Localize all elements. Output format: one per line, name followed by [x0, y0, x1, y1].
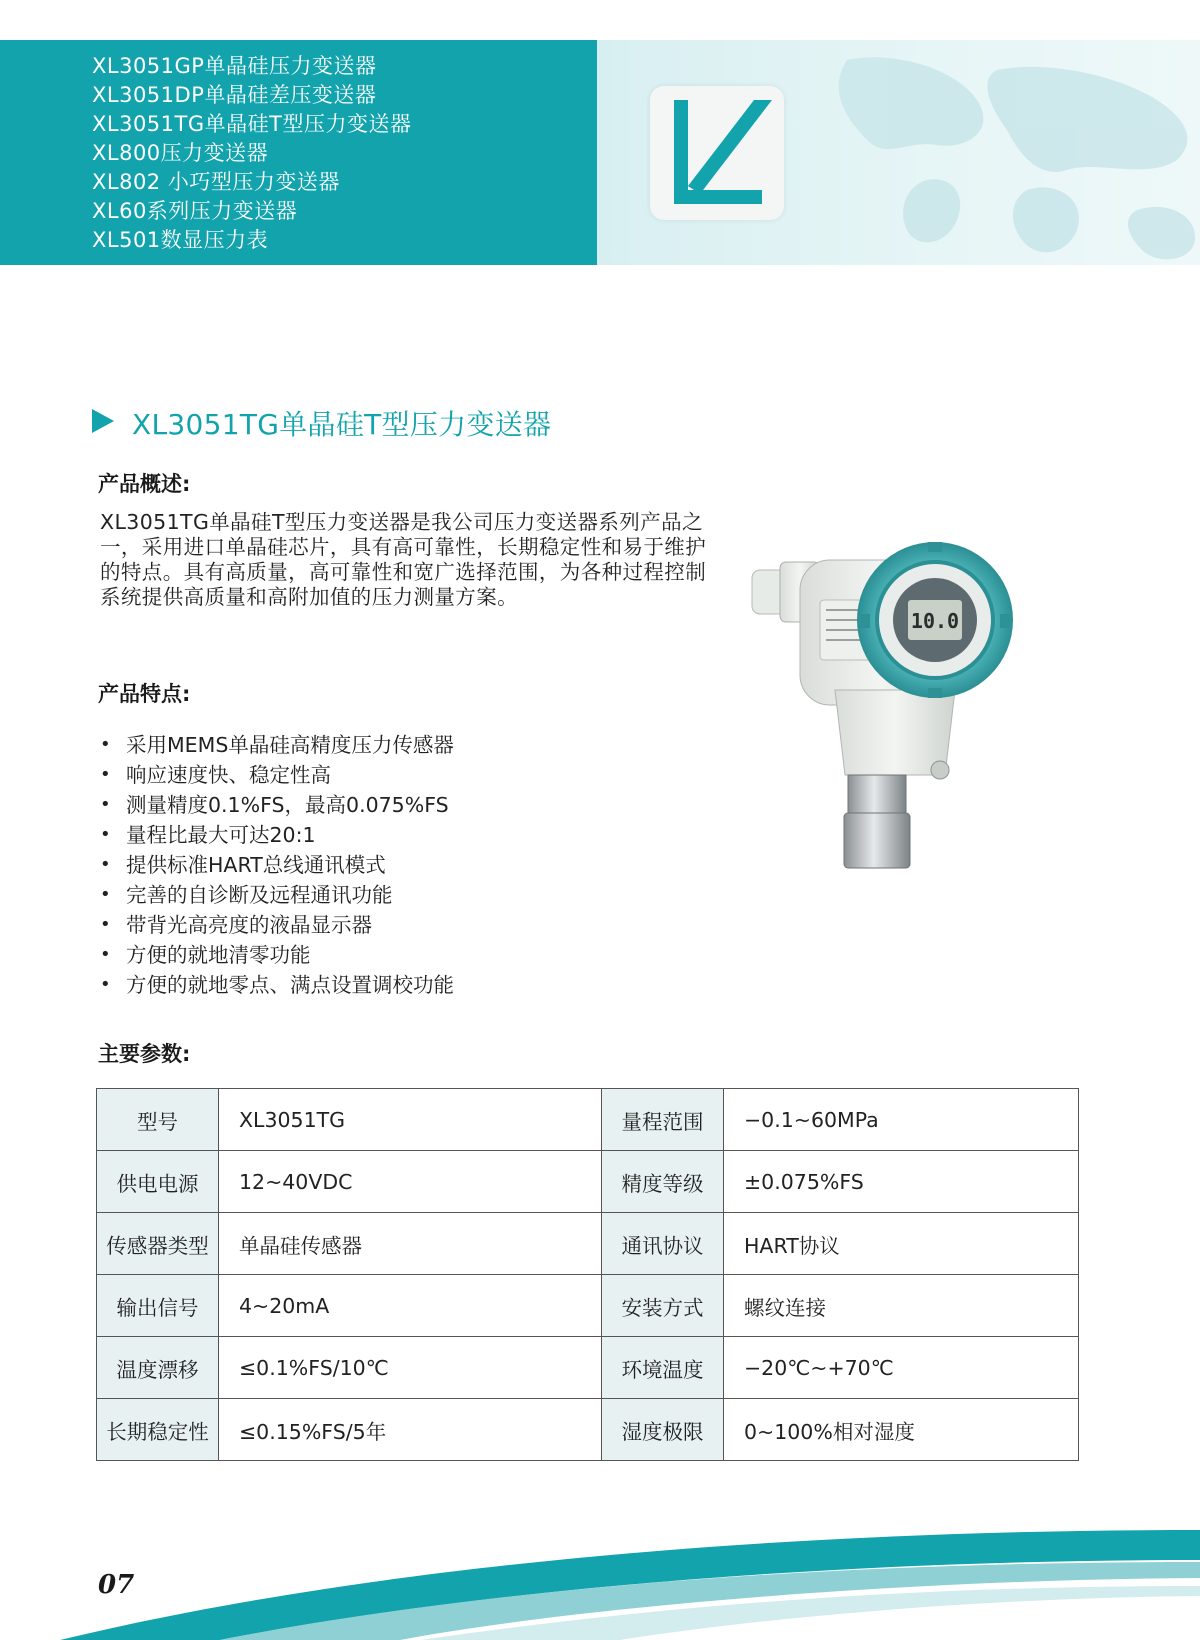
- param-value: ≤0.1%FS/10℃: [219, 1337, 602, 1399]
- param-value: 螺纹连接: [724, 1275, 1079, 1337]
- feature-text: 响应速度快、稳定性高: [126, 763, 331, 787]
- param-label: 安装方式: [602, 1275, 724, 1337]
- feature-item: [98, 850, 454, 880]
- feature-item: [98, 910, 454, 940]
- overview-heading: 产品概述:: [98, 472, 191, 496]
- param-label: 环境温度: [602, 1337, 724, 1399]
- param-label: 输出信号: [97, 1275, 219, 1337]
- param-label: 温度漂移: [97, 1337, 219, 1399]
- param-value: 4~20mA: [219, 1275, 602, 1337]
- param-value: HART协议: [724, 1213, 1079, 1275]
- param-label: 长期稳定性: [97, 1399, 219, 1461]
- feature-text: 提供标准HART总线通讯模式: [126, 853, 386, 877]
- param-label: 量程范围: [602, 1089, 724, 1151]
- param-value: −20℃~+70℃: [724, 1337, 1079, 1399]
- bullet-icon: •: [100, 914, 111, 935]
- param-value: ±0.075%FS: [724, 1151, 1079, 1213]
- product-list-item[interactable]: XL3051TG单晶硅T型压力变送器: [92, 112, 412, 136]
- logo-mark-icon: [650, 86, 784, 220]
- feature-item: [98, 940, 454, 970]
- params-heading: 主要参数:: [98, 1042, 191, 1066]
- product-list-item[interactable]: XL802 小巧型压力变送器: [92, 170, 340, 194]
- feature-item: [98, 760, 454, 790]
- param-value: 12~40VDC: [219, 1151, 602, 1213]
- feature-text: 采用MEMS单晶硅高精度压力传感器: [126, 733, 454, 757]
- company-logo: [650, 86, 784, 220]
- page-title: XL3051TG单晶硅T型压力变送器: [132, 408, 552, 441]
- param-value: XL3051TG: [219, 1089, 602, 1151]
- table-row: [97, 1151, 1079, 1213]
- header-band: [0, 40, 1200, 265]
- table-row: [97, 1337, 1079, 1399]
- bullet-icon: •: [100, 854, 111, 875]
- table-row: [97, 1275, 1079, 1337]
- feature-item: [98, 970, 454, 1000]
- table-row: [97, 1089, 1079, 1151]
- feature-text: 方便的就地清零功能: [126, 943, 311, 967]
- param-label: 精度等级: [602, 1151, 724, 1213]
- table-row: [97, 1213, 1079, 1275]
- param-label: 型号: [97, 1089, 219, 1151]
- product-list: [92, 52, 411, 255]
- product-list-panel: [0, 40, 597, 265]
- bullet-icon: •: [100, 974, 111, 995]
- footer-wave-graphic: [0, 1500, 1200, 1640]
- feature-text: 量程比最大可达20:1: [126, 823, 316, 847]
- param-value: 单晶硅传感器: [219, 1213, 602, 1275]
- param-value: −0.1~60MPa: [724, 1089, 1079, 1151]
- param-label: 通讯协议: [602, 1213, 724, 1275]
- table-row: [97, 1399, 1079, 1461]
- features-list: [98, 730, 454, 1000]
- bullet-icon: •: [100, 794, 111, 815]
- param-value: ≤0.15%FS/5年: [219, 1399, 602, 1461]
- param-label: 供电电源: [97, 1151, 219, 1213]
- feature-item: [98, 820, 454, 850]
- page-number: 07: [98, 1570, 135, 1600]
- feature-text: 方便的就地零点、满点设置调校功能: [126, 973, 454, 997]
- param-label: 湿度极限: [602, 1399, 724, 1461]
- product-list-item[interactable]: XL60系列压力变送器: [92, 199, 298, 223]
- product-list-item[interactable]: XL3051DP单晶硅差压变送器: [92, 83, 377, 107]
- params-table: [96, 1088, 1079, 1461]
- device-display-readout: 10.0: [910, 609, 960, 633]
- title-arrow-icon: [92, 409, 114, 433]
- feature-item: [98, 790, 454, 820]
- param-value: 0~100%相对湿度: [724, 1399, 1079, 1461]
- param-label: 传感器类型: [97, 1213, 219, 1275]
- bullet-icon: •: [100, 734, 111, 755]
- feature-item: [98, 880, 454, 910]
- bullet-icon: •: [100, 884, 111, 905]
- bullet-icon: •: [100, 944, 111, 965]
- bullet-icon: •: [100, 764, 111, 785]
- feature-item: [98, 730, 454, 760]
- features-heading: 产品特点:: [98, 682, 191, 706]
- feature-text: 带背光高亮度的液晶显示器: [126, 913, 372, 937]
- pressure-transmitter-image: [740, 540, 1060, 910]
- feature-text: 完善的自诊断及远程通讯功能: [126, 883, 393, 907]
- feature-text: 测量精度0.1%FS，最高0.075%FS: [126, 793, 449, 817]
- product-list-item[interactable]: XL3051GP单晶硅压力变送器: [92, 54, 377, 78]
- overview-text: XL3051TG单晶硅T型压力变送器是我公司压力变送器系列产品之一，采用进口单晶硅芯片，具有高可靠性，长期稳定性和易于维护的特点。具有高质量，高可靠性和宽广选择范围，为各种过程控制系统提供高质量和高附加值的压力测量方案。: [100, 510, 707, 609]
- product-list-item[interactable]: XL501数显压力表: [92, 228, 269, 252]
- bullet-icon: •: [100, 824, 111, 845]
- product-list-item[interactable]: XL800压力变送器: [92, 141, 269, 165]
